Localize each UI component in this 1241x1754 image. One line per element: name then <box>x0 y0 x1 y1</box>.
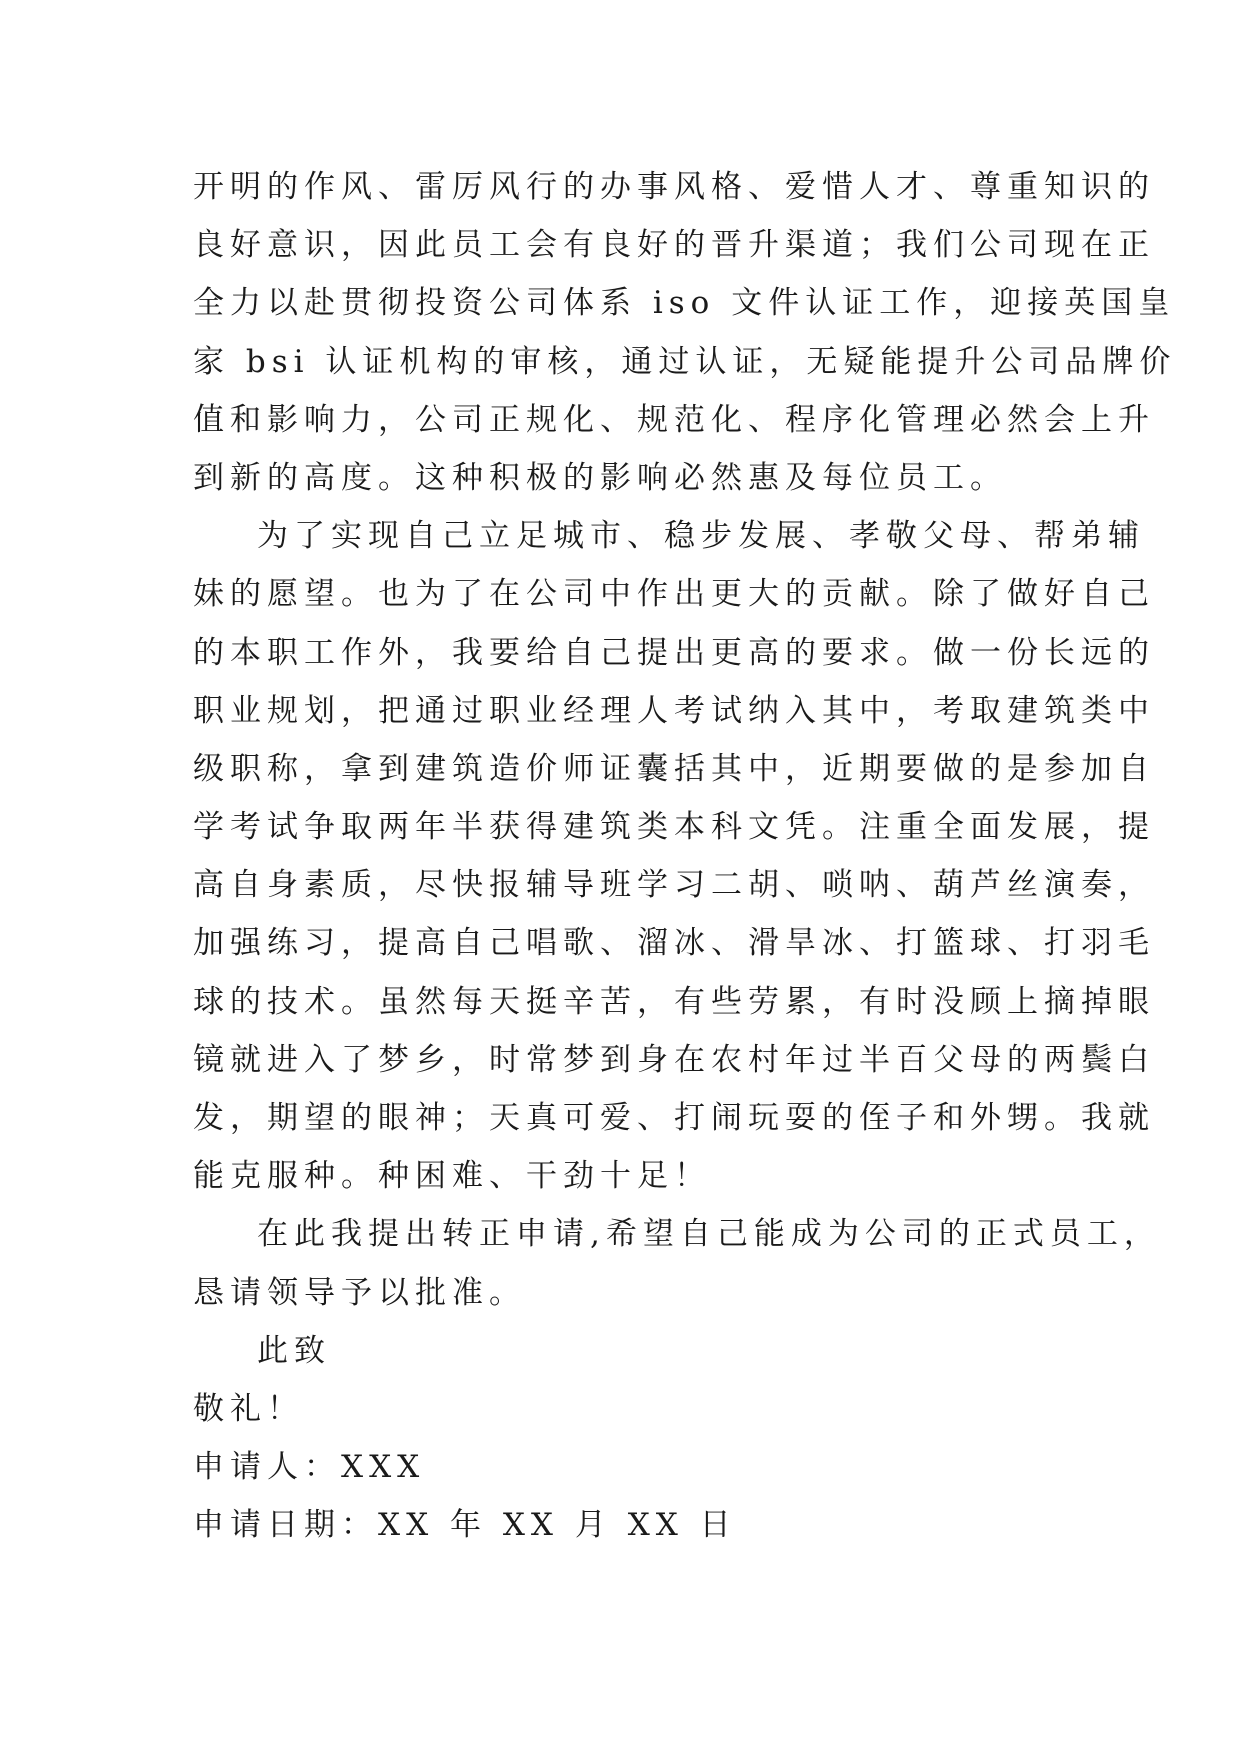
text-line: 良好意识，因此员工会有良好的晋升渠道；我们公司现在正 <box>193 227 1155 264</box>
text-line: 发，期望的眼神；天真可爱、打闹玩耍的侄子和外甥。我就 <box>193 1100 1155 1136</box>
text-line: 学考试争取两年半获得建筑类本科文凭。注重全面发展，提 <box>193 809 1155 846</box>
text-line: 妹的愿望。也为了在公司中作出更大的贡献。除了做好自己 <box>193 576 1155 613</box>
letter-body <box>193 158 1177 1555</box>
closing-text: 此致 <box>257 1332 331 1369</box>
paragraph-3 <box>193 1205 1161 1321</box>
text-line: 镜就进入了梦乡，时常梦到身在农村年过半百父母的两鬓白 <box>193 1041 1155 1078</box>
paragraph-2 <box>193 507 1155 1205</box>
text-line: 在此我提出转正申请,希望自己能成为公司的正式员工， <box>257 1216 1161 1253</box>
text-line: 开明的作风、雷厉风行的办事风格、爱惜人才、尊重知识的 <box>193 169 1155 205</box>
text-line: 为了实现自己立足城市、稳步发展、孝敬父母、帮弟辅 <box>257 518 1145 555</box>
salute-text: 敬礼！ <box>193 1390 304 1427</box>
text-line: 能克服种。种困难、干劲十足！ <box>193 1158 711 1195</box>
applicant-line: 申请人：XXX <box>193 1449 426 1486</box>
text-line: 恳请领导予以批准。 <box>193 1274 526 1311</box>
text-line: 球的技术。虽然每天挺辛苦，有些劳累，有时没顾上摘掉眼 <box>193 983 1155 1020</box>
date-line: 申请日期：XX 年 XX 月 XX 日 <box>193 1507 737 1544</box>
text-line: 高自身素质，尽快报辅导班学习二胡、唢呐、葫芦丝演奏， <box>193 867 1155 904</box>
text-line: 级职称，拿到建筑造价师证囊括其中，近期要做的是参加自 <box>193 750 1155 787</box>
text-line: 家 bsi 认证机构的审核，通过认证，无疑能提升公司品牌价 <box>193 343 1177 380</box>
text-line: 值和影响力，公司正规化、规范化、程序化管理必然会上升 <box>193 401 1155 438</box>
text-line: 加强练习，提高自己唱歌、溜冰、滑旱冰、打篮球、打羽毛 <box>193 925 1155 962</box>
paragraph-1 <box>193 158 1177 507</box>
text-line: 到新的高度。这种积极的影响必然惠及每位员工。 <box>193 459 1007 496</box>
text-line: 职业规划，把通过职业经理人考试纳入其中，考取建筑类中 <box>193 692 1155 729</box>
text-line: 全力以赴贯彻投资公司体系 iso 文件认证工作，迎接英国皇 <box>193 285 1176 322</box>
text-line: 的本职工作外，我要给自己提出更高的要求。做一份长远的 <box>193 634 1155 671</box>
